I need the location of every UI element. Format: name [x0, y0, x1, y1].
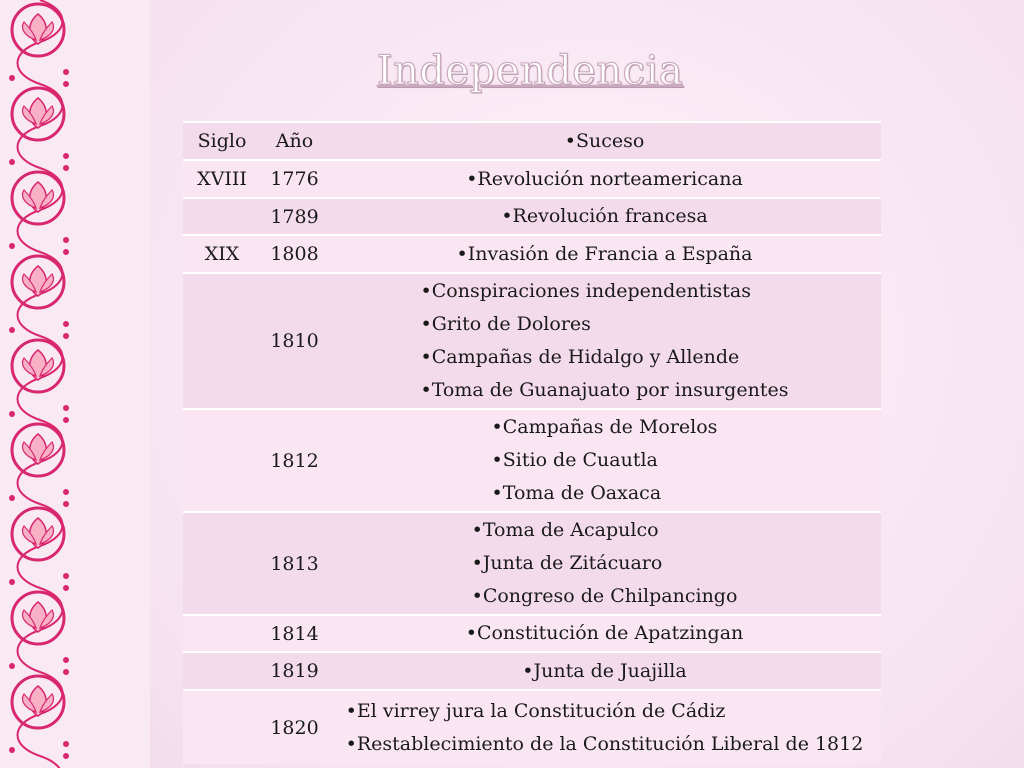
events-table-container — [183, 121, 881, 764]
cell-anio: 1789 — [261, 198, 328, 235]
header-suceso-label: • Suceso — [565, 125, 645, 158]
header-anio: Año — [261, 122, 328, 160]
event-item: • Junta de Juajilla — [522, 655, 686, 688]
cell-siglo — [183, 409, 261, 512]
event-item: • Revolución norteamericana — [466, 163, 743, 196]
event-item: • Campañas de Hidalgo y Allende — [421, 341, 789, 374]
cell-siglo — [183, 198, 261, 235]
table-row — [183, 198, 881, 235]
event-item: • Restablecimiento de la Constitución Liberal de 1812 — [346, 728, 864, 761]
cell-anio: 1813 — [261, 512, 328, 615]
cell-suceso — [328, 409, 881, 512]
table-row — [183, 652, 881, 690]
cell-anio: 1820 — [261, 690, 328, 764]
cell-suceso — [328, 198, 881, 235]
event-item: • El virrey jura la Constitución de Cádiz — [346, 695, 864, 728]
cell-anio: 1819 — [261, 652, 328, 690]
event-list — [466, 617, 744, 650]
cell-anio: 1812 — [261, 409, 328, 512]
cell-suceso — [328, 235, 881, 273]
event-list — [346, 695, 864, 761]
header-siglo: Siglo — [183, 122, 261, 160]
event-item: • Toma de Acapulco — [472, 514, 738, 547]
cell-suceso — [328, 512, 881, 615]
cell-siglo — [183, 690, 261, 764]
event-list — [472, 514, 738, 613]
cell-siglo — [183, 273, 261, 409]
event-list — [466, 163, 743, 196]
event-item: • Toma de Oaxaca — [492, 477, 718, 510]
event-list — [421, 275, 789, 407]
event-item: • Campañas de Morelos — [492, 411, 718, 444]
cell-anio: 1814 — [261, 615, 328, 652]
table-row — [183, 512, 881, 615]
header-suceso — [328, 122, 881, 160]
cell-anio: 1808 — [261, 235, 328, 273]
table-row — [183, 235, 881, 273]
event-item: • Junta de Zitácuaro — [472, 547, 738, 580]
event-item: • Constitución de Apatzingan — [466, 617, 744, 650]
event-item: • Revolución francesa — [501, 200, 707, 233]
cell-suceso — [328, 615, 881, 652]
cell-siglo: XIX — [183, 235, 261, 273]
event-item: • Sitio de Cuautla — [492, 444, 718, 477]
cell-siglo — [183, 615, 261, 652]
table-row — [183, 273, 881, 409]
cell-siglo: XVIII — [183, 160, 261, 198]
table-row — [183, 160, 881, 198]
table-row — [183, 409, 881, 512]
page-title: Independencia — [376, 48, 684, 94]
cell-suceso — [328, 690, 881, 764]
table-row — [183, 690, 881, 764]
event-list — [457, 238, 753, 271]
event-list — [522, 655, 686, 688]
cell-suceso — [328, 652, 881, 690]
cell-anio: 1776 — [261, 160, 328, 198]
cell-suceso — [328, 273, 881, 409]
event-list — [492, 411, 718, 510]
floral-ornament-icon — [0, 0, 80, 768]
table-row — [183, 615, 881, 652]
event-item: • Invasión de Francia a España — [457, 238, 753, 271]
event-list — [501, 200, 707, 233]
cell-suceso — [328, 160, 881, 198]
event-item: • Congreso de Chilpancingo — [472, 580, 738, 613]
cell-siglo — [183, 652, 261, 690]
events-table — [183, 121, 881, 764]
event-item: • Grito de Dolores — [421, 308, 789, 341]
table-header-row — [183, 122, 881, 160]
event-item: • Conspiraciones independentistas — [421, 275, 789, 308]
event-item: • Toma de Guanajuato por insurgentes — [421, 374, 789, 407]
cell-siglo — [183, 512, 261, 615]
cell-anio: 1810 — [261, 273, 328, 409]
